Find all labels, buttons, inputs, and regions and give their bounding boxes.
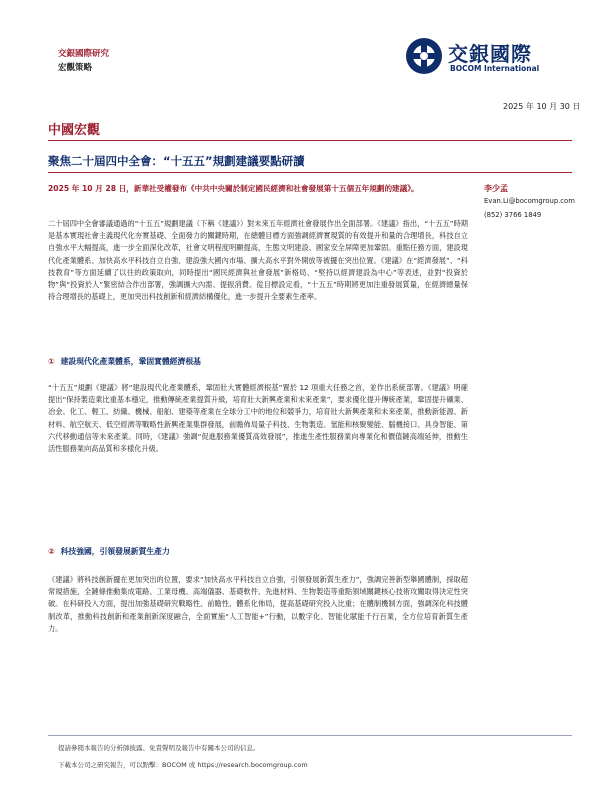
- section-title: 中國宏觀: [48, 123, 101, 138]
- subheading-text: 建設現代化產業體系，鞏固實體經濟根基: [60, 357, 201, 366]
- divider-headline: [48, 172, 572, 173]
- logo-en-text: BOCOM International: [450, 64, 540, 73]
- technology-paragraph: 《建議》將科技創新擺在更加突出的位置，要求“加快高水平科技自立自強，引領發展新質生產力”，強調完善新型舉國體制，採取超常規措施，全鏈條推動集成電路、工業母機、高端儀器、基礎軟件、先進材料、生物製造等重點領域關鍵核心技術攻關取得決定性突破。在科研投入方面，提出加強基礎研究戰略性、前瞻性、體系化佈局，提高基礎研究投入比重；在體制機制方面，強調深化科技體制改革，推動科技創新和產業創新深度融合，全面實施“人工智能+”行動，以數字化、智能化賦能千行百業，全方位培育新質生產力。: [48, 575, 468, 633]
- report-type-label: 宏觀策略: [58, 63, 93, 73]
- report-date: 2025 年 10 月 30 日: [503, 102, 581, 111]
- author-name: 李少孟: [484, 184, 508, 193]
- bocom-logo: [404, 36, 574, 76]
- divider-top: [48, 140, 572, 141]
- subheading-number: ②: [48, 547, 55, 556]
- subheading-industry: [48, 356, 201, 367]
- subheading-number: ①: [48, 357, 55, 366]
- logo-cn-text: 交銀國際: [448, 42, 532, 66]
- subheading-technology: [48, 546, 170, 557]
- bocom-logo-icon: [404, 36, 444, 76]
- footer-download-link[interactable]: 下載本公司之研究報告，可以點擊：BOCOM 或 https://research.bocomgroup.com: [58, 761, 308, 769]
- subheading-text: 科技強國，引領發展新質生產力: [60, 547, 170, 556]
- footer-disclaimer: 提請參閱本報告的分析師披露、免責聲明及報告中有關本公司的信息。: [58, 744, 260, 752]
- divider-footer: [48, 735, 572, 736]
- intro-paragraph: 二十屆四中全會審議通過的“十五五”規劃建議（下稱《建議》）對未來五年經濟社會發展作出全面部署。《建議》指出，“十五五”時期是基本實現社會主義現代化夯實基礎、全面發力的關鍵時期，在總體目標方面強調經濟實現質的有效提升和量的合理增長，科技自立自強水平大幅提高，進一步全面深化改革，社會文明程度明顯提高，生態文明建設、國家安全屏障更加鞏固。重點任務方面，建設現代化產業體系、加快高水平科技自立自強、建設強大國內市場、擴大高水平對外開放等被擺在突出位置。《建議》在“經濟發展”、“科技教育”等方面延續了以往的政策取向，同時提出“國民經濟與社會發展”新格局、“堅持以經濟建設為中心”等表述，並對“投資於物”與“投資於人”緊密結合作出部署，強調擴大內需、提振消費。從目標設定看，“十五五”時期將更加注重發展質量，在經濟總量保持合理增長的基礎上，更加突出科技創新和經濟結構優化，進一步提升全要素生產率。: [48, 219, 468, 302]
- report-headline: 聚焦二十屆四中全會：“十五五”規劃建議要點研讀: [48, 154, 305, 168]
- author-phone: (852) 3766 1849: [484, 211, 542, 219]
- lead-summary: 2025 年 10 月 28 日，新華社受權發布《中共中央關於制定國民經濟和社會發展第十五個五年規劃的建議》。: [48, 184, 419, 193]
- author-email[interactable]: Evan.Li@bocomgroup.com: [484, 197, 575, 205]
- org-label: 交銀國際研究: [58, 49, 110, 59]
- industry-paragraph: “十五五”規劃《建議》將“建設現代化產業體系，鞏固壯大實體經濟根基”置於 12 項重大任務之首，並作出系統部署。《建議》明確提出“保持製造業比重基本穩定，推動傳統產業提質升級，培育壯大新興產業和未來產業”，要求優化提升傳統產業，鞏固提升礦業、冶金、化工、輕工、紡織、機械、船舶、建築等產業在全球分工中的地位和競爭力，培育壯大新興產業和未來產業，推動新能源、新材料、航空航天、低空經濟等戰略性新興產業集群發展，前瞻佈局量子科技、生物製造、氫能和核聚變能、腦機接口、具身智能、第六代移動通信等未來產業。同時，《建議》強調“促進服務業優質高效發展”，推進生產性服務業向專業化和價值鏈高端延伸，推動生活性服務業向高品質和多樣化升級。: [48, 383, 468, 454]
